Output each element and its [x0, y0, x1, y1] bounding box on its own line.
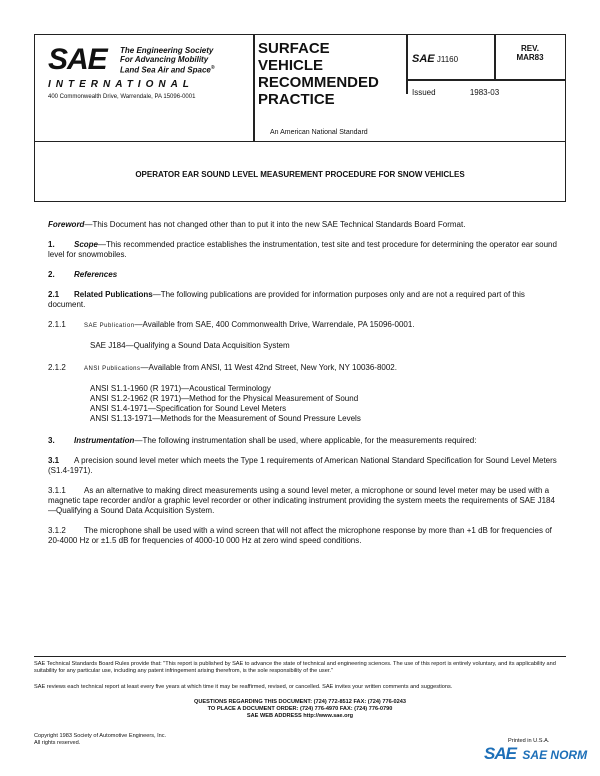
revision: REV. MAR83	[516, 44, 544, 62]
section-2-1-1: 2.1.1 SAE Publication—Available from SAE, 400 Commonwealth Drive, Warrendale, PA 15096-0001.	[48, 320, 415, 329]
sae-ref-item: SAE J184—Qualifying a Sound Data Acquisition System	[90, 341, 290, 350]
ansi-ref-item: ANSI S1.1-1960 (R 1971)—Acoustical Terminology	[90, 384, 271, 393]
footer-copyright: Copyright 1983 Society of Automotive Engineers, Inc. All rights reserved.	[34, 733, 167, 746]
section-2-1-2: 2.1.2 ANSI Publications—Available from ANSI, 11 West 42nd Street, New York, NY 10036-8002.	[48, 363, 397, 372]
sae-logo: SAE	[48, 43, 107, 76]
section-1: 1. Scope—This recommended practice establishes the instrumentation, test site and test procedure for determining the operator ear sound level for snowmobiles.	[48, 240, 557, 259]
printed-in: Printed in U.S.A.	[508, 738, 550, 744]
international-label: INTERNATIONAL	[48, 79, 194, 90]
header-divider-3	[494, 34, 496, 79]
section-3-1: 3.1 A precision sound level meter which meets the Type 1 requirements of American National Standard Specification for Sound Level Meters (S1.4-1971).	[48, 456, 557, 475]
footer-policy: SAE Technical Standards Board Rules provide that: "This report is published by SAE to advance the state of technical and engineering sciences. The use of this report is entirely voluntary, and its applicability and suitability for any particular use, including any patent infringement arising therefrom, is the sole responsibility of the user."	[34, 661, 556, 674]
foreword: Foreword—This Document has not changed other than to put it into the new SAE Technical Standards Board Format.	[48, 220, 466, 229]
document-type: SURFACE VEHICLE RECOMMENDED PRACTICE	[258, 40, 379, 108]
header-divider-1	[253, 34, 255, 142]
ansi-ref-item: ANSI S1.13-1971—Methods for the Measurement of Sound Pressure Levels	[90, 414, 361, 423]
footer-review: SAE reviews each technical report at least every five years at which time it may be reaffirmed, revised, or cancelled. SAE invites your written comments and suggestions.	[34, 684, 453, 690]
standard-number: SAE J1160	[412, 53, 459, 65]
section-3: 3. Instrumentation—The following instrumentation shall be used, where applicable, for the measurements required:	[48, 436, 477, 445]
watermark: SAE SAE NORM	[484, 744, 588, 763]
section-2: 2. References	[48, 270, 118, 279]
document-title: OPERATOR EAR SOUND LEVEL MEASUREMENT PROCEDURE FOR SNOW VEHICLES	[135, 170, 465, 179]
footer-contacts: QUESTIONS REGARDING THIS DOCUMENT: (724) 772-8512 FAX: (724) 776-0243 TO PLACE A DOCUMENT ORDER: (724) 776-4970 FAX: (724) 776-0790 SAE WEB ADDRESS http://www.sae.org	[193, 699, 406, 719]
section-3-1-1: 3.1.1 As an alternative to making direct measurements using a sound level meter, a microphone or sound level meter may be used with a magnetic tape recorder and/or a graphic level recorder or other indicating instrument providing the system meets the requirements of SAE J184—Qualifying a Sound Data Acquisition System.	[48, 486, 555, 515]
header-divider-2	[406, 34, 408, 94]
tagline: The Engineering Society For Advancing Mobility Land Sea Air and Space®	[120, 46, 215, 75]
issued: Issued 1983-03	[412, 88, 500, 97]
ansi-ref-item: ANSI S1.2-1962 (R 1971)—Method for the Physical Measurement of Sound	[90, 394, 359, 403]
header-divider-4	[406, 79, 566, 81]
ansi-note: An American National Standard	[270, 129, 368, 136]
document-body	[48, 220, 560, 546]
section-2-1: 2.1 Related Publications—The following publications are provided for information purposes only and are not a required part of this document.	[48, 290, 525, 309]
address: 400 Commonwealth Drive, Warrendale, PA 15096-0001	[48, 94, 196, 100]
section-3-1-2: 3.1.2 The microphone shall be used with a wind screen that will not affect the microphone response by more than +1 dB for frequencies of 20-4000 Hz or ±1.5 dB for frequencies of 4000-10 000 Hz at zero wind speed conditions.	[48, 526, 552, 545]
ansi-ref-list	[48, 384, 560, 424]
footer-rule	[34, 656, 566, 657]
ansi-ref-item: ANSI S1.4-1971—Specification for Sound Level Meters	[90, 404, 287, 413]
